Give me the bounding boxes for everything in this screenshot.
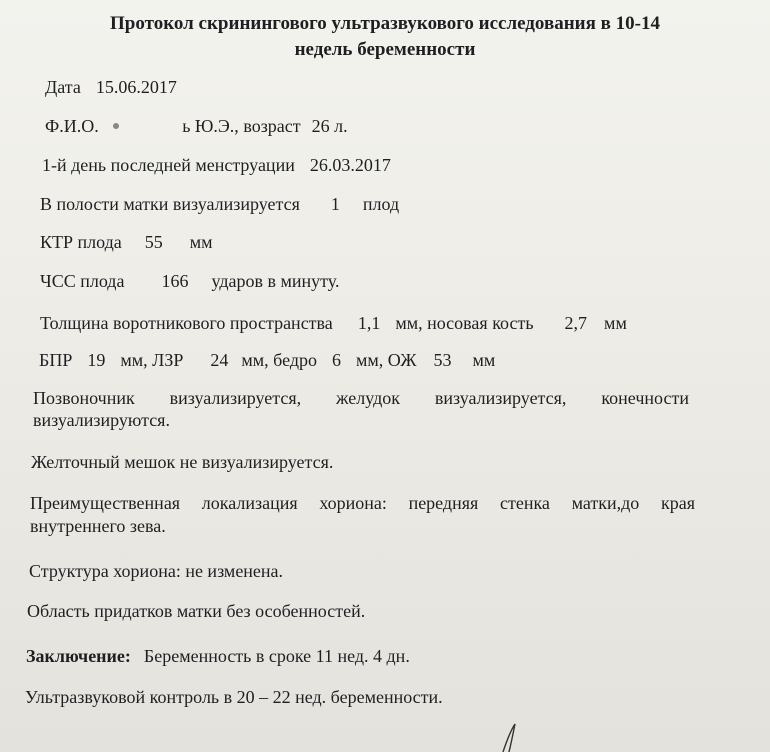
chorion-word: стенка [499, 493, 550, 513]
biometry-row [39, 349, 495, 371]
nt-unit: мм, носовая кость [395, 313, 534, 333]
date-label: Дата [45, 77, 81, 97]
patient-label: Ф.И.О. [45, 116, 99, 136]
protocol-title-line1: Протокол скринингового ультразвукового исследования в 10-14 [110, 13, 660, 34]
bpr-value: 19 [87, 350, 106, 370]
cavity-label: В полости матки визуализируется [40, 194, 300, 214]
lmp-value: 26.03.2017 [309, 155, 391, 175]
chorion-word: края [660, 493, 695, 513]
ktr-label: КТР плода [40, 232, 122, 252]
oj-unit: мм [472, 350, 496, 370]
spine-word: Позвоночник [33, 388, 135, 408]
lmp-row [42, 154, 391, 176]
redaction-mark [113, 123, 119, 129]
chorion-word: хориона: [319, 493, 387, 513]
chorion-word: матки,до [571, 493, 640, 513]
yolk-sac-row: Желточный мешок не визуализируется. [31, 452, 334, 472]
date-value: 15.06.2017 [95, 77, 177, 97]
patient-row [45, 115, 348, 137]
nasal-value: 2,7 [564, 313, 588, 333]
conclusion-row [26, 645, 410, 667]
cavity-unit: плод [362, 194, 400, 214]
hr-unit: ударов в минуту. [211, 271, 340, 291]
conclusion-text: Беременность в сроке 11 нед. 4 дн. [143, 646, 410, 666]
nt-label: Толщина воротникового пространства [40, 313, 333, 333]
spine-word: визуализируется, [434, 388, 567, 408]
hr-row [40, 270, 339, 292]
hr-value: 166 [161, 271, 189, 291]
ktr-unit: мм [189, 232, 213, 252]
conclusion-label: Заключение: [26, 646, 131, 666]
nt-row [40, 312, 627, 334]
chorion-structure-row: Структура хориона: не изменена. [29, 561, 284, 581]
lzr-value: 24 [210, 350, 229, 370]
nt-value: 1,1 [357, 313, 381, 333]
spine-line2: визуализируются. [33, 410, 170, 430]
femur-unit: мм, ОЖ [356, 350, 417, 370]
spine-row [33, 387, 689, 409]
bpr-label: БПР [39, 350, 73, 370]
bpr-unit: мм, ЛЗР [120, 350, 184, 370]
patient-age: 26 л. [311, 116, 348, 136]
chorion-word: локализация [201, 493, 298, 513]
hr-label: ЧСС плода [40, 271, 125, 291]
nasal-unit: мм [604, 313, 627, 333]
patient-name: ь Ю.Э., [182, 116, 239, 136]
cavity-row [40, 193, 399, 215]
patient-age-label: возраст [243, 116, 301, 136]
chorion-word: Преимущественная [30, 493, 181, 513]
chorion-location-line2: внутреннего зева. [30, 516, 166, 536]
spine-word: визуализируется, [169, 388, 302, 408]
lmp-label: 1-й день последней менструации [42, 155, 295, 175]
ktr-value: 55 [144, 232, 163, 252]
ktr-row [40, 231, 213, 253]
chorion-word: передняя [408, 493, 479, 513]
adnexa-row: Область придатков матки без особенностей. [27, 601, 366, 621]
signature-stroke [495, 720, 535, 752]
lzr-unit: мм, бедро [241, 350, 318, 370]
chorion-location-row [30, 492, 695, 514]
followup-row: Ультразвуковой контроль в 20 – 22 нед. беременности. [25, 687, 443, 707]
protocol-title-line2: недель беременности [294, 39, 476, 60]
spine-word: желудок [336, 388, 400, 408]
femur-value: 6 [332, 350, 342, 370]
cavity-value: 1 [330, 194, 340, 214]
date-row [45, 76, 177, 98]
spine-word: конечности [601, 388, 689, 408]
oj-value: 53 [433, 350, 452, 370]
